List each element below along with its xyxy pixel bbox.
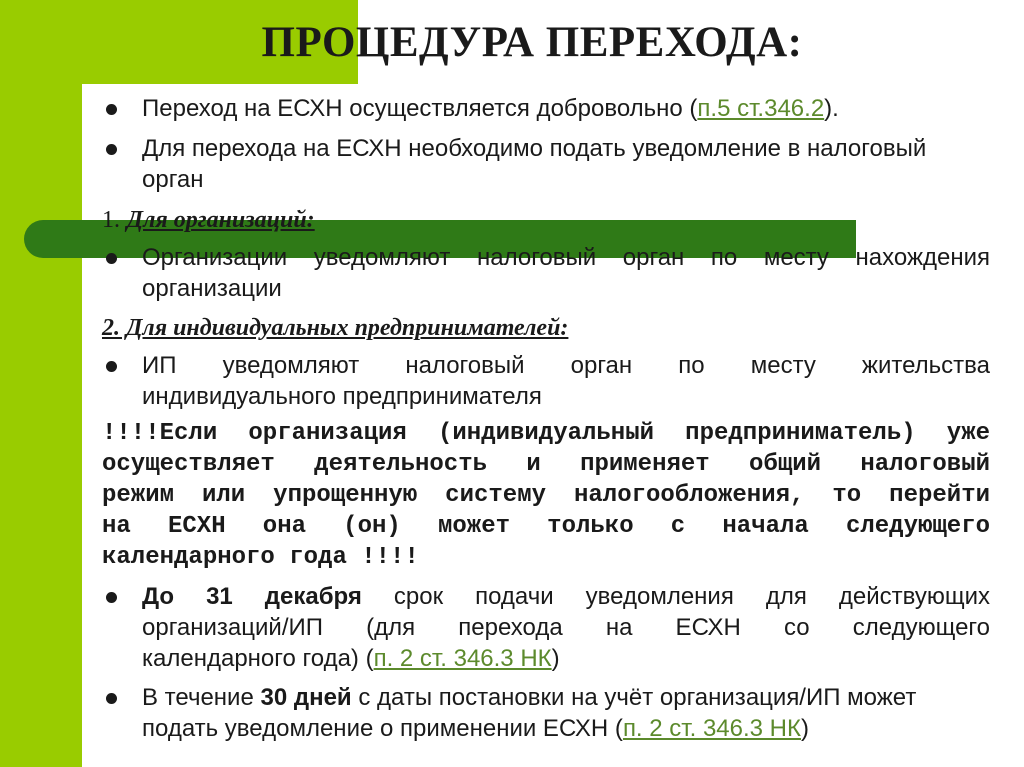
important-notice (102, 418, 990, 573)
bullet-thirty-days (102, 682, 990, 744)
slide-content (102, 84, 990, 744)
bullet-line: календарного года) ( (142, 645, 374, 672)
bullet-voluntary-transition (102, 93, 990, 124)
bullet-line: подать уведомление о применении ЕСХН ( (142, 715, 623, 742)
section-heading: Для организаций: (126, 207, 315, 233)
bullet-dot-icon (106, 693, 117, 704)
notice-line: на ЕСХН она (он) может только с начала следующего (102, 513, 990, 540)
bullet-line: Для перехода на ЕСХН необходимо подать уведомление в налоговый (142, 135, 927, 162)
bullet-organizations-notify (102, 242, 990, 304)
bullet-line: срок подачи уведомления для действующих (361, 583, 990, 610)
bullet-dot-icon (106, 361, 117, 372)
section-heading: 2. Для индивидуальных предпринимателей: (102, 315, 569, 341)
notice-line: режим или упрощенную систему налогообложения, то перейти (102, 482, 990, 509)
notice-line: календарного года !!!! (102, 544, 419, 571)
title-bar (0, 0, 1024, 84)
bullet-dot-icon (106, 144, 117, 155)
law-reference-link[interactable]: п.5 ст.346.2 (697, 95, 825, 122)
bullet-line: организаций/ИП (для перехода на ЕСХН со следующего (142, 614, 990, 641)
slide-title: ПРОЦЕДУРА ПЕРЕХОДА: (261, 18, 803, 66)
bullet-text-end: ). (824, 95, 839, 122)
bullet-text-end: ) (801, 715, 809, 742)
notice-line: осуществляет деятельность и применяет общий налоговый (102, 451, 990, 478)
law-reference-link[interactable]: п. 2 ст. 346.3 НК (622, 715, 801, 742)
bullet-text: В течение (142, 684, 261, 711)
bullet-text-end: ) (551, 645, 560, 672)
bullet-dot-icon (106, 104, 117, 115)
bullet-notification-required (102, 133, 990, 195)
bullet-deadline-december (102, 581, 990, 674)
bullet-dot-icon (106, 592, 117, 603)
notice-line: !!!!Если организация (индивидуальный предприниматель) уже (102, 420, 990, 447)
bullet-text: Переход на ЕСХН осуществляется добровольно ( (142, 95, 698, 122)
bullet-dot-icon (106, 253, 117, 264)
days-count: 30 дней (260, 684, 352, 711)
green-side-decoration (0, 0, 82, 767)
bullet-line: орган (142, 166, 204, 193)
deadline-date: До 31 декабря (142, 583, 362, 610)
bullet-line: организации (142, 275, 282, 302)
bullet-line: индивидуального предпринимателя (142, 383, 542, 410)
bullet-line: с даты постановки на учёт организация/ИП может (351, 684, 917, 711)
bullet-entrepreneurs-notify (102, 350, 990, 412)
section-number: 1. (102, 207, 120, 233)
section-organizations (102, 204, 990, 236)
bullet-line: ИП уведомляют налоговый орган по месту жительства (142, 352, 990, 379)
bullet-line: Организации уведомляют налоговый орган по месту нахождения (142, 244, 990, 271)
law-reference-link[interactable]: п. 2 ст. 346.3 НК (373, 645, 552, 672)
section-entrepreneurs (102, 312, 990, 344)
